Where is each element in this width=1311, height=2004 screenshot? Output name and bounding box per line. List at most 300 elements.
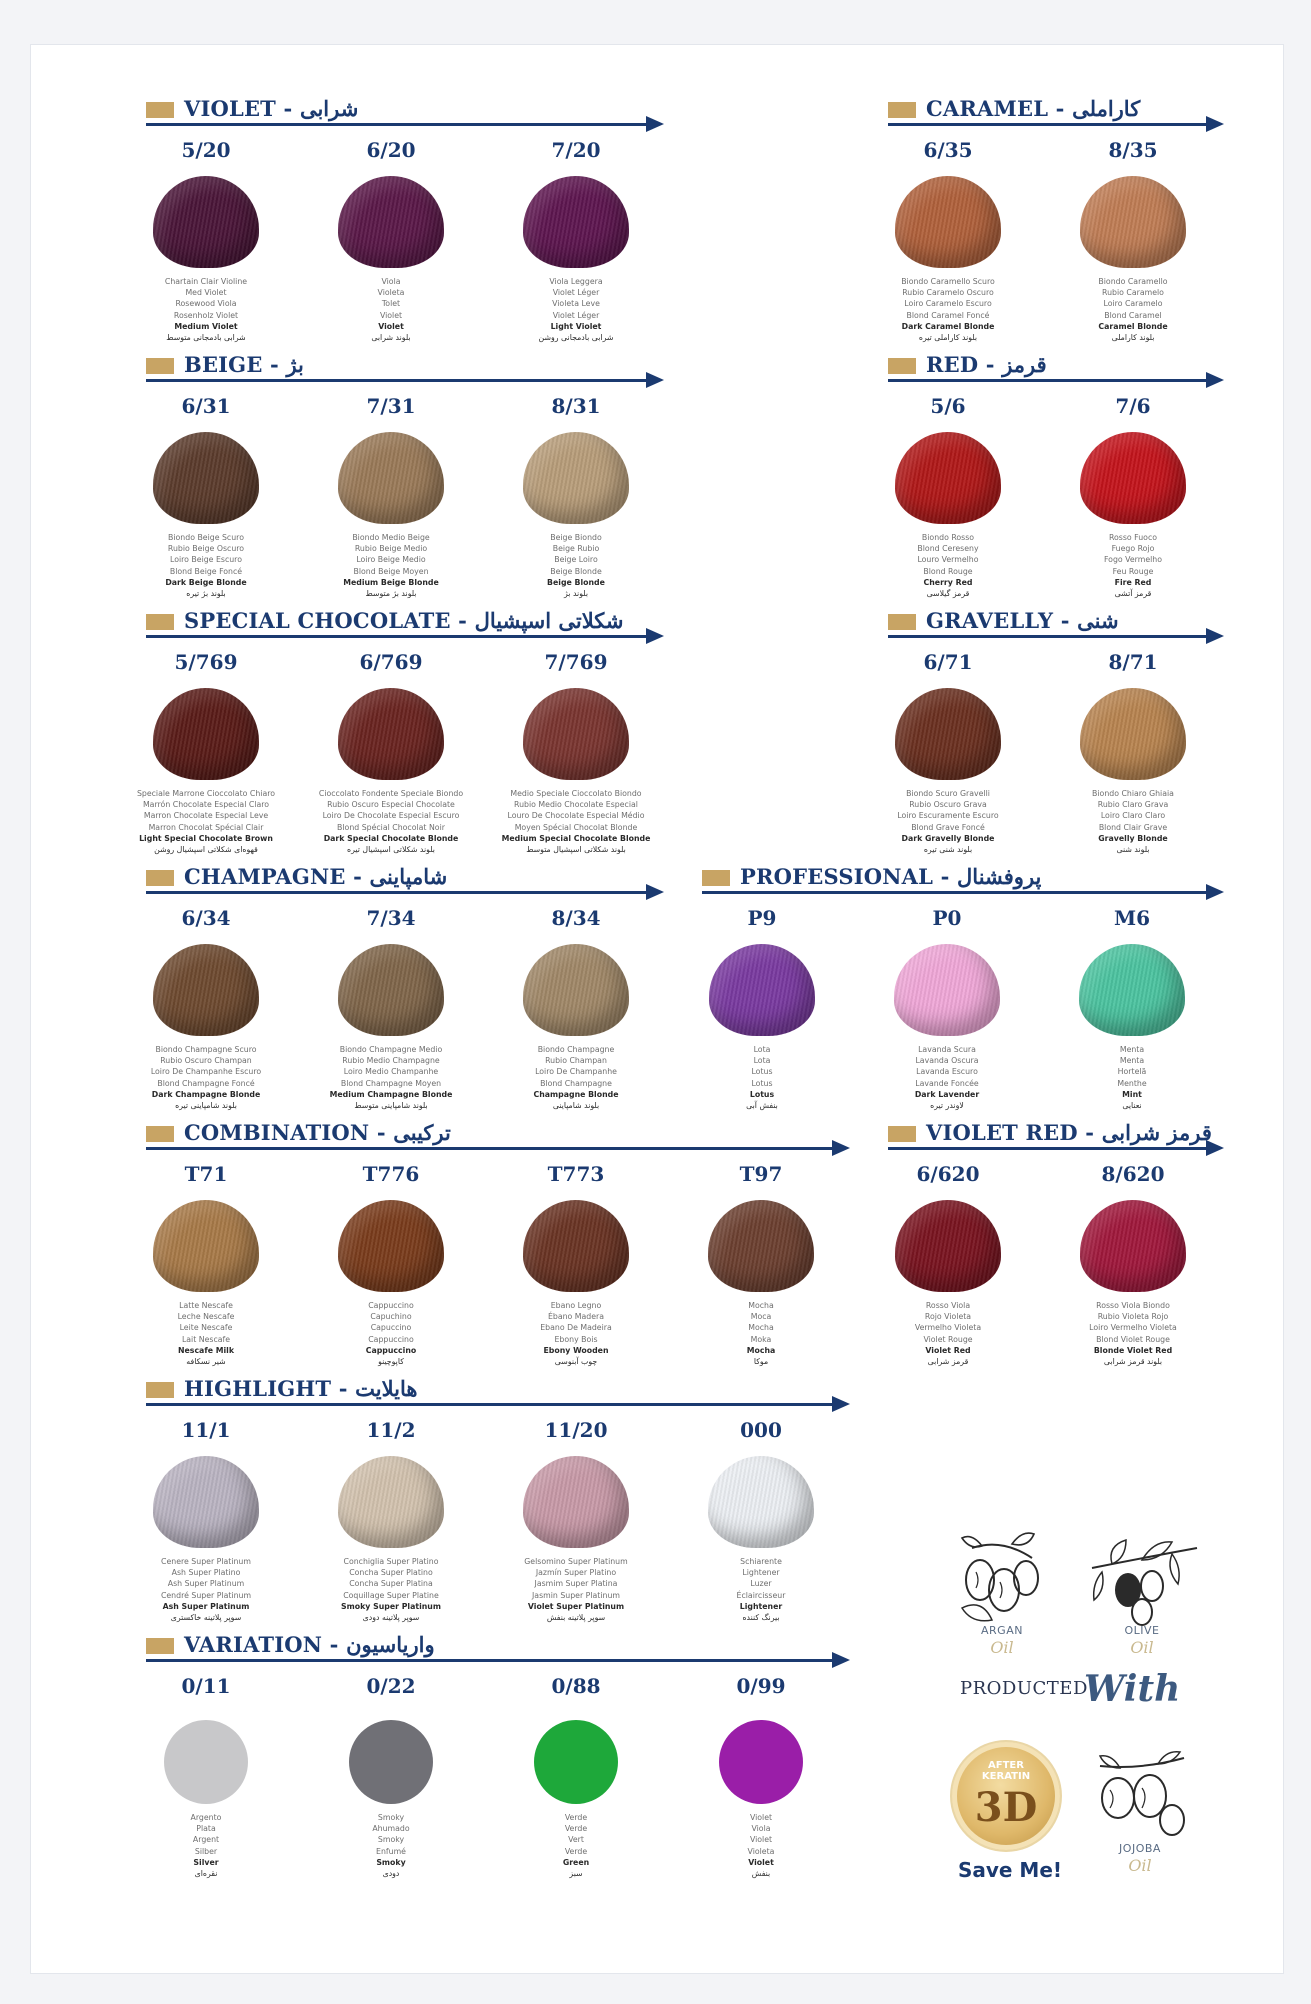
shade-name: Lotus xyxy=(751,1067,773,1077)
color-disc-swatch xyxy=(164,1720,248,1804)
shade-name-persian: کاپوچینو xyxy=(378,1357,404,1367)
shade-name: Blond Cereseny xyxy=(917,544,979,554)
shade-names xyxy=(671,1556,851,1623)
shade-names xyxy=(116,276,296,343)
shade-name: Violet Rouge xyxy=(923,1334,973,1344)
section-title: CARAMEL - کاراملی xyxy=(926,96,1141,121)
shade-names xyxy=(1043,276,1223,343)
shade-name: Ebony Bois xyxy=(554,1334,598,1344)
section-marker xyxy=(888,358,916,374)
shade-name-persian: چوب آبنوسی xyxy=(554,1357,598,1367)
shade-code: 0/88 xyxy=(551,1674,601,1698)
shade-names xyxy=(1042,1044,1222,1111)
producted-with-script: With xyxy=(1084,1668,1181,1710)
shade-name: Blond Grave Foncé xyxy=(911,822,985,832)
shade-names xyxy=(116,532,296,599)
shade-code: 8/31 xyxy=(551,394,601,418)
shade-code: 5/6 xyxy=(930,394,966,418)
argan-label: ARGAN xyxy=(981,1624,1023,1637)
section-title: HIGHLIGHT - هایلایت xyxy=(184,1376,418,1401)
shade-name-persian: شرابی بادمجانی متوسط xyxy=(166,333,246,343)
shade-name-persian: بنفش آبی xyxy=(746,1101,778,1111)
shade-name: Blond Rouge xyxy=(923,566,973,576)
shade-name: Lota xyxy=(753,1056,771,1066)
shade-name: Schiarente xyxy=(740,1557,782,1566)
argan-icon xyxy=(942,1528,1062,1638)
shade-name: Rubio Oscuro Grava xyxy=(909,800,987,810)
shade-name: Mint xyxy=(1122,1089,1142,1099)
shade-name: Lightener xyxy=(739,1601,783,1611)
shade-name: Smoky xyxy=(376,1857,406,1867)
shade-name: Beige Loiro xyxy=(554,555,598,565)
shade-name: Light Violet xyxy=(550,321,602,331)
shade-code: 6/31 xyxy=(181,394,231,418)
shade-name: Blond Champagne Foncé xyxy=(157,1078,255,1088)
olive-icon xyxy=(1082,1528,1202,1638)
shade-name: Smoky xyxy=(377,1813,405,1822)
arrow-right-icon xyxy=(1206,372,1224,388)
shade-name-persian: سوپر پلاتینه خاکستری xyxy=(170,1613,242,1623)
shade-name: Vermelho Violeta xyxy=(914,1323,982,1333)
shade-name: Violet xyxy=(378,321,404,331)
shade-name-persian: بنفش xyxy=(751,1869,771,1879)
shade-name: Loiro Caramelo xyxy=(1103,299,1163,309)
shade-name: Jazmín Super Platino xyxy=(535,1568,617,1578)
shade-code: 8/34 xyxy=(551,906,601,930)
section-title: VARIATION - واریاسیون xyxy=(184,1632,435,1657)
shade-code: 8/620 xyxy=(1101,1162,1165,1186)
section-header xyxy=(146,352,666,386)
shade-name: Coquillage Super Platine xyxy=(343,1590,439,1600)
shade-name: Rubio Oscuro Especial Chocolate xyxy=(327,800,455,810)
shade-name: Latte Nescafe xyxy=(179,1301,233,1310)
arrow-right-icon xyxy=(646,116,664,132)
shade-name: Hortelã xyxy=(1117,1067,1147,1077)
arrow-right-icon xyxy=(646,628,664,644)
shade-name: Silber xyxy=(194,1846,218,1856)
shade-name: Cendré Super Platinum xyxy=(160,1590,252,1600)
section-divider-line xyxy=(888,379,1206,382)
shade-name: Rojo Violeta xyxy=(924,1312,972,1322)
shade-name: Biondo Champagne Scuro xyxy=(155,1045,257,1054)
shade-name: Leite Nescafe xyxy=(179,1323,233,1333)
shade-name: Violet xyxy=(379,310,403,320)
shade-name: Rubio Beige Oscuro xyxy=(167,544,245,554)
section-title: VIOLET RED - قرمز شرابی xyxy=(926,1120,1212,1145)
shade-name: Rubio Oscuro Champan xyxy=(160,1056,252,1066)
argan-oil-illustration xyxy=(942,1528,1062,1657)
shade-code: 8/35 xyxy=(1108,138,1158,162)
shade-names xyxy=(486,788,666,855)
shade-name: Moka xyxy=(750,1334,772,1344)
shade-name-persian: سوپر پلاتینه دودی xyxy=(362,1613,420,1623)
shade-name: Argento xyxy=(190,1813,222,1822)
shade-name: Marrón Chocolate Especial Claro xyxy=(142,800,270,810)
shade-name: Loiro Escuramente Escuro xyxy=(897,811,999,821)
jojoba-label: JOJOBA xyxy=(1119,1842,1161,1855)
shade-name-persian: بلوند شامپاینی متوسط xyxy=(354,1101,428,1111)
shade-name: Loiro Medio Champanhe xyxy=(343,1067,439,1077)
color-disc-swatch xyxy=(719,1720,803,1804)
shade-names xyxy=(1043,788,1223,855)
shade-name: Feu Rouge xyxy=(1112,566,1154,576)
shade-names xyxy=(116,1556,296,1623)
shade-name: Violet Léger xyxy=(552,310,600,320)
shade-code: 6/769 xyxy=(359,650,423,674)
shade-code: 6/71 xyxy=(923,650,973,674)
shade-name-persian: بلوند کاراملی xyxy=(1111,333,1155,343)
shade-name: Fogo Vermelho xyxy=(1103,555,1163,565)
shade-name: Blond Violet Rouge xyxy=(1096,1334,1170,1344)
shade-code: T71 xyxy=(184,1162,228,1186)
shade-name: Viola xyxy=(381,277,401,286)
shade-name: Rubio Beige Medio xyxy=(354,544,428,554)
shade-name: Blond Spécial Chocolat Noir xyxy=(337,822,445,832)
shade-name: Gelsomino Super Platinum xyxy=(524,1557,628,1566)
shade-code: 11/2 xyxy=(366,1418,416,1442)
shade-name: Blond Champagne xyxy=(540,1078,612,1088)
shade-name: Rubio Medio Champagne xyxy=(342,1056,440,1066)
shade-name: Medium Beige Blonde xyxy=(343,577,439,587)
badge-line-after: AFTER xyxy=(988,1760,1024,1771)
shade-name: Viola Leggera xyxy=(549,277,603,286)
jojoba-oil-illustration xyxy=(1080,1750,1200,1875)
shade-code: 7/769 xyxy=(544,650,608,674)
shade-name: Éclaircisseur xyxy=(736,1590,786,1600)
shade-name-persian: نعنایی xyxy=(1122,1101,1142,1111)
shade-name: Nescafe Milk xyxy=(177,1345,235,1355)
shade-name: Lightener xyxy=(742,1568,780,1578)
shade-code: 6/34 xyxy=(181,906,231,930)
shade-name: Violet xyxy=(749,1813,773,1822)
shade-names xyxy=(858,532,1038,599)
shade-names xyxy=(486,1300,666,1367)
section-marker xyxy=(146,358,174,374)
shade-names xyxy=(858,788,1038,855)
shade-name: Dark Beige Blonde xyxy=(165,577,247,587)
shade-names xyxy=(116,1300,296,1367)
shade-name: Menta xyxy=(1119,1056,1145,1066)
shade-code: 8/71 xyxy=(1108,650,1158,674)
arrow-right-icon xyxy=(832,1396,850,1412)
section-marker xyxy=(888,1126,916,1142)
shade-names xyxy=(301,532,481,599)
section-divider-line xyxy=(888,1147,1206,1150)
shade-name: Dark Gravelly Blonde xyxy=(901,833,995,843)
section-marker xyxy=(702,870,730,886)
shade-name: Cappuccino xyxy=(368,1301,414,1310)
section-title: COMBINATION - ترکیبی xyxy=(184,1120,451,1145)
shade-code: 0/99 xyxy=(736,1674,786,1698)
shade-name: Caramel Blonde xyxy=(1098,321,1168,331)
shade-code: P9 xyxy=(747,906,777,930)
section-marker xyxy=(888,102,916,118)
shade-name-persian: بلوند کاراملی تیره xyxy=(918,333,978,343)
shade-name: Rubio Caramelo xyxy=(1102,288,1164,298)
section-header xyxy=(146,864,666,898)
shade-name: Beige Biondo xyxy=(550,533,602,542)
shade-code: 000 xyxy=(740,1418,782,1442)
shade-name: Fire Red xyxy=(1114,577,1152,587)
badge-3d-text: 3D xyxy=(974,1784,1038,1831)
shade-names xyxy=(672,1044,852,1111)
shade-name: Lotus xyxy=(749,1089,775,1099)
shade-name: Blond Beige Foncé xyxy=(169,566,243,576)
shade-names xyxy=(116,1812,296,1879)
shade-name: Lavanda Oscura xyxy=(915,1056,979,1066)
shade-name: Violet Super Platinum xyxy=(527,1601,625,1611)
shade-name: Menthe xyxy=(1117,1078,1147,1088)
shade-code: 11/1 xyxy=(181,1418,231,1442)
shade-name: Loiro De Champanhe Escuro xyxy=(150,1067,262,1077)
shade-name: Medium Champagne Blonde xyxy=(329,1089,453,1099)
arrow-right-icon xyxy=(646,372,664,388)
shade-name-persian: بلوند شنی xyxy=(1116,845,1150,855)
section-title: PROFESSIONAL - پروفشنال xyxy=(740,864,1042,889)
section-title: SPECIAL CHOCOLATE - شکلاتی اسپشیال xyxy=(184,608,624,633)
section-header xyxy=(888,608,1226,642)
shade-names xyxy=(1043,1300,1223,1367)
shade-name: Violeta Leve xyxy=(552,299,600,309)
shade-name: Medium Violet xyxy=(174,321,238,331)
badge-line-keratin: KERATIN xyxy=(981,1771,1031,1782)
shade-name: Dark Caramel Blonde xyxy=(901,321,995,331)
shade-name: Loiro Claro Claro xyxy=(1100,811,1166,821)
shade-name: Chartain Clair Violine xyxy=(164,277,248,286)
shade-names xyxy=(486,532,666,599)
shade-name: Green xyxy=(562,1857,590,1867)
section-marker xyxy=(146,1126,174,1142)
shade-name: Ash Super Platino xyxy=(171,1568,241,1578)
shade-names xyxy=(301,1044,481,1111)
shade-name: Biondo Caramello xyxy=(1098,277,1168,286)
shade-names xyxy=(116,1044,296,1111)
shade-code: T773 xyxy=(547,1162,605,1186)
shade-name: Violeta xyxy=(377,288,405,298)
shade-name: Lota xyxy=(753,1045,771,1054)
shade-code: 6/20 xyxy=(366,138,416,162)
shade-name-persian: بلوند شکلاتی اسپشیال متوسط xyxy=(526,845,626,855)
shade-name: Biondo Champagne Medio xyxy=(339,1045,443,1054)
shade-name: Marron Chocolat Spécial Clair xyxy=(148,822,264,832)
color-disc-swatch xyxy=(349,1720,433,1804)
section-title: RED - قرمز xyxy=(926,352,1047,377)
shade-name: Louro Vermelho xyxy=(917,555,979,565)
shade-name: Lotus xyxy=(751,1078,773,1088)
shade-name-persian: نقره‌ای xyxy=(194,1869,218,1879)
shade-code: T97 xyxy=(739,1162,783,1186)
shade-name: Ebano De Madeira xyxy=(540,1323,612,1333)
shade-name: Lavanda Escuro xyxy=(916,1067,978,1077)
section-header xyxy=(146,1120,852,1154)
arrow-right-icon xyxy=(1206,884,1224,900)
section-divider-line xyxy=(702,891,1206,894)
shade-name: Moyen Spécial Chocolat Blonde xyxy=(514,822,638,832)
section-header xyxy=(146,608,666,642)
shade-name: Loiro Caramelo Escuro xyxy=(904,299,992,309)
section-header xyxy=(888,96,1226,130)
shade-name: Rosso Viola Biondo xyxy=(1096,1301,1170,1310)
shade-names xyxy=(301,1300,481,1367)
shade-name-persian: قرمز گیلاسی xyxy=(926,589,970,599)
arrow-right-icon xyxy=(1206,628,1224,644)
shade-name-persian: بلوند بژ تیره xyxy=(186,589,226,599)
shade-name-persian: بلوند بژ متوسط xyxy=(365,589,417,599)
shade-names xyxy=(1043,532,1223,599)
section-marker xyxy=(146,1382,174,1398)
shade-name: Beige Blonde xyxy=(550,566,602,576)
shade-names xyxy=(116,788,296,855)
shade-name: Cioccolato Fondente Speciale Biondo xyxy=(318,789,464,798)
shade-name: Concha Super Platina xyxy=(349,1579,433,1589)
shade-name: Biondo Scuro Gravelli xyxy=(906,789,990,798)
shade-name: Rubio Champan xyxy=(545,1056,607,1066)
shade-name: Dark Lavender xyxy=(914,1089,980,1099)
shade-name: Lavanda Scura xyxy=(918,1045,976,1054)
shade-code: P0 xyxy=(932,906,962,930)
shade-name: Biondo Medio Beige xyxy=(352,533,430,542)
shade-name: Verde xyxy=(564,1813,588,1822)
shade-name: Rosewood Viola xyxy=(175,299,237,309)
shade-name: Cherry Red xyxy=(923,577,973,587)
shade-code: 0/11 xyxy=(181,1674,231,1698)
after-keratin-3d-badge xyxy=(952,1742,1060,1850)
shade-name-persian: بلوند شرابی xyxy=(371,333,411,343)
shade-name: Blond Clair Grave xyxy=(1098,822,1168,832)
shade-name: Beige Blonde xyxy=(547,577,605,587)
shade-name: Marron Chocolate Especial Leve xyxy=(143,811,269,821)
shade-names xyxy=(671,1812,851,1879)
shade-name: Lait Nescafe xyxy=(181,1334,231,1344)
shade-name: Blond Caramel xyxy=(1104,310,1162,320)
shade-name: Violet xyxy=(749,1835,773,1845)
jojoba-oil-script: Oil xyxy=(1128,1856,1152,1875)
shade-code: 7/34 xyxy=(366,906,416,930)
shade-name: Ébano Madera xyxy=(547,1312,605,1322)
shade-names xyxy=(671,1300,851,1367)
shade-name-persian: بلوند قرمز شرابی xyxy=(1103,1357,1163,1367)
shade-name-persian: بیرنگ کننده xyxy=(742,1613,780,1623)
section-divider-line xyxy=(146,635,646,638)
olive-oil-illustration xyxy=(1082,1528,1202,1657)
shade-name: Cenere Super Platinum xyxy=(161,1557,251,1566)
shade-name-persian: شیر نسکافه xyxy=(186,1357,226,1367)
shade-name: Dark Special Chocolate Blonde xyxy=(323,833,459,843)
shade-name: Violet xyxy=(748,1857,774,1867)
section-title: BEIGE - بژ xyxy=(184,352,304,377)
producted-text: PRODUCTED xyxy=(960,1678,1088,1699)
shade-name: Mocha xyxy=(746,1345,776,1355)
shade-code: 6/35 xyxy=(923,138,973,162)
shade-name: Violeta xyxy=(747,1846,775,1856)
shade-names xyxy=(486,1556,666,1623)
section-divider-line xyxy=(146,379,646,382)
shade-names xyxy=(301,276,481,343)
shade-name-persian: دودی xyxy=(382,1869,400,1879)
section-divider-line xyxy=(146,891,646,894)
section-header xyxy=(702,864,1226,898)
shade-name: Concha Super Platino xyxy=(349,1568,433,1578)
shade-name: Moca xyxy=(750,1312,772,1322)
shade-name-persian: شرابی بادمجانی روشن xyxy=(538,333,614,343)
save-me-slogan: Save Me! xyxy=(957,1858,1063,1882)
shade-names xyxy=(858,276,1038,343)
shade-name: Medium Special Chocolate Blonde xyxy=(501,833,651,843)
shade-name-persian: بلوند شنی تیره xyxy=(923,845,973,855)
shade-name: Gravelly Blonde xyxy=(1098,833,1168,843)
section-title: VIOLET - شرابی xyxy=(184,96,359,121)
shade-name: Biondo Chiaro Ghiaia xyxy=(1092,789,1174,798)
shade-name-persian: سبز xyxy=(569,1869,583,1879)
shade-names xyxy=(486,1044,666,1111)
shade-name: Smoky Super Platinum xyxy=(341,1601,441,1611)
section-title: CHAMPAGNE - شامپاینی xyxy=(184,864,448,889)
arrow-right-icon xyxy=(1206,116,1224,132)
section-marker xyxy=(146,870,174,886)
shade-name: Silver xyxy=(193,1857,219,1867)
shade-name: Conchiglia Super Platino xyxy=(343,1557,439,1566)
shade-name: Rubio Medio Chocolate Especial xyxy=(514,800,638,810)
shade-name: Rosso Fuoco xyxy=(1108,533,1158,542)
section-divider-line xyxy=(146,1403,832,1406)
shade-name: Beige Rubio xyxy=(552,544,600,554)
shade-name: Verde xyxy=(564,1824,588,1834)
shade-name: Biondo Champagne xyxy=(537,1045,615,1054)
shade-name: Smoky xyxy=(377,1835,405,1845)
shade-name: Mocha xyxy=(748,1323,774,1333)
section-divider-line xyxy=(888,123,1206,126)
shade-name: Rosenholz Violet xyxy=(173,310,239,320)
shade-name: Violet Red xyxy=(925,1345,971,1355)
shade-name: Dark Champagne Blonde xyxy=(151,1089,261,1099)
shade-names xyxy=(301,1812,481,1879)
shade-name: Blond Champagne Moyen xyxy=(340,1078,442,1088)
section-divider-line xyxy=(146,1147,832,1150)
shade-name: Cappuccino xyxy=(368,1334,414,1344)
section-divider-line xyxy=(146,1659,832,1662)
shade-name: Biondo Caramello Scuro xyxy=(901,277,995,286)
shade-name: Loiro De Champanhe xyxy=(535,1067,617,1077)
section-title: GRAVELLY - شنی xyxy=(926,608,1119,633)
section-header xyxy=(146,1632,852,1666)
shade-name-persian: قرمز آتشی xyxy=(1114,589,1152,599)
arrow-right-icon xyxy=(1206,1140,1224,1156)
section-header xyxy=(888,1120,1226,1154)
shade-name: Capuchino xyxy=(370,1312,412,1322)
shade-name-persian: بلوند شامپاینی تیره xyxy=(175,1101,237,1111)
shade-name: Viola xyxy=(751,1824,771,1834)
section-divider-line xyxy=(146,123,646,126)
shade-name: Blond Caramel Foncé xyxy=(906,310,990,320)
shade-name: Ash Super Platinum xyxy=(162,1601,250,1611)
shade-name: Loiro Beige Escuro xyxy=(170,555,242,565)
shade-name-persian: موکا xyxy=(753,1357,769,1367)
jojoba-icon xyxy=(1080,1750,1200,1850)
shade-name: Loiro Vermelho Violeta xyxy=(1089,1323,1177,1333)
shade-name: Ash Super Platinum xyxy=(167,1579,245,1589)
shade-code: M6 xyxy=(1113,906,1151,930)
shade-names xyxy=(486,276,666,343)
arrow-right-icon xyxy=(832,1652,850,1668)
shade-name-persian: قهوه‌ای شکلاتی اسپشیال روشن xyxy=(154,845,258,855)
shade-code: 11/20 xyxy=(544,1418,608,1442)
shade-name: Biondo Rosso xyxy=(921,533,975,542)
section-marker xyxy=(146,614,174,630)
shade-names xyxy=(301,1556,481,1623)
shade-name: Light Special Chocolate Brown xyxy=(139,833,273,843)
shade-name: Rosso Viola xyxy=(925,1301,971,1310)
shade-name: Louro De Chocolate Especial Médio xyxy=(507,811,645,821)
